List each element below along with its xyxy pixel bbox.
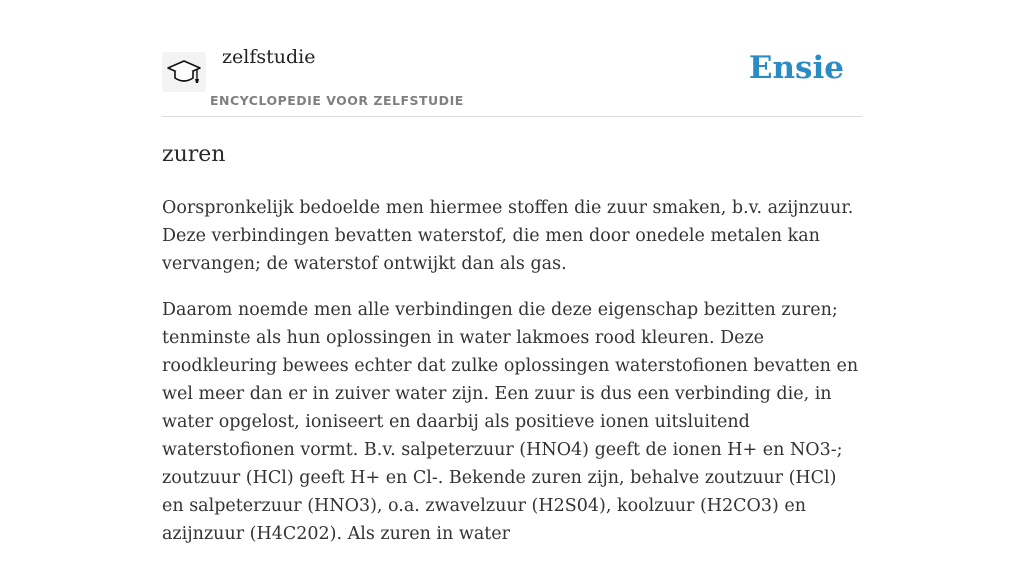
ensie-logo[interactable]: Ensie	[748, 50, 844, 86]
site-header	[162, 40, 862, 117]
site-tagline: ENCYCLOPEDIE VOOR ZELFSTUDIE	[210, 93, 464, 108]
article	[162, 138, 862, 566]
article-title: zuren	[162, 142, 226, 167]
graduation-cap-icon[interactable]	[162, 52, 206, 92]
article-paragraph: Oorspronkelijk bedoelde men hiermee stoffen die zuur smaken, b.v. azijnzuur. Deze verbindingen bevatten waterstof, die men door onedele metalen kan vervangen; de waterstof ontwijkt dan als gas.	[162, 198, 854, 274]
article-paragraph: Daarom noemde men alle verbindingen die deze eigenschap bezitten zuren; tenminste als hun oplossingen in water lakmoes rood kleuren. Deze roodkleuring bewees echter dat zulke oplossingen waterstofionen bevatten en wel meer dan er in zuiver water zijn. Een zuur is dus een verbinding die, in water opgelost, ioniseert en daarbij als positieve ionen uitsluitend waterstofionen vormt. B.v. salpeterzuur (HNO4) geeft de ionen H+ en NO3-; zoutzuur (HCl) geeft H+ en Cl-. Bekende zuren zijn, behalve zoutzuur (HCl) en salpeterzuur (HNO3), o.a. zwavelzuur (H2S04), koolzuur (H2CO3) en azijnzuur (H4C202). Als zuren in water	[162, 300, 859, 544]
site-name[interactable]: zelfstudie	[222, 46, 316, 68]
